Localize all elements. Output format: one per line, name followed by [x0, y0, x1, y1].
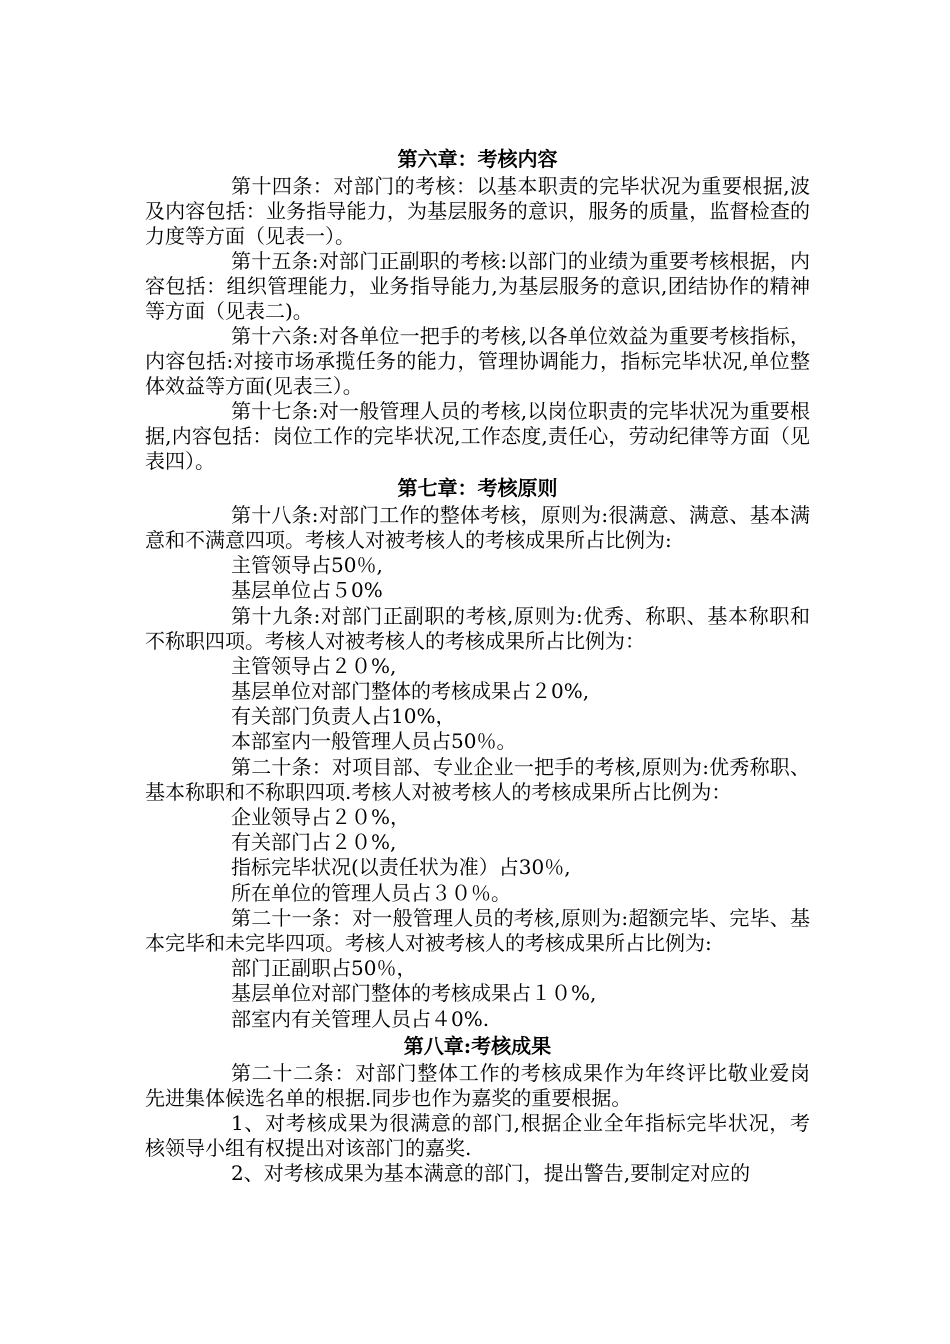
article-20: 第二十条：对项目部、专业企业一把手的考核,原则为:优秀称职、基本称职和不称职四项.考核人对被考核人的考核成果所占比例为： [145, 754, 810, 804]
article-19: 第十九条:对部门正副职的考核,原则为:优秀、称职、基本称职和不称职四项。考核人对被考核人的考核成果所占比例为： [145, 603, 810, 653]
article-18-item: 主管领导占50％, [231, 553, 383, 577]
article-21-item: 部门正副职占50％， [231, 955, 417, 980]
article-20-item: 有关部门占２０%, [231, 830, 397, 855]
article-21: 第二十一条：对一般管理人员的考核,原则为:超额完毕、完毕、基本完毕和未完毕四项。考核人对被考核人的考核成果所占比例为: [145, 905, 810, 955]
article-21-item: 基层单位对部门整体的考核成果占１０%, [231, 981, 597, 1006]
chapter-8-heading: 第八章:考核成果 [403, 1033, 552, 1058]
article-19-item: 有关部门负责人占10%， [231, 704, 456, 729]
article-22-point-1: 1、对考核成果为很满意的部门,根据企业全年指标完毕状况，考核领导小组有权提出对该部门的嘉奖. [145, 1110, 810, 1160]
article-19-item: 主管领导占２０%, [231, 653, 397, 678]
article-18: 第十八条:对部门工作的整体考核，原则为:很满意、满意、基本满意和不满意四项。考核人对被考核人的考核成果所占比例为: [145, 503, 810, 552]
article-16: 第十六条:对各单位一把手的考核,以各单位效益为重要考核指标，内容包括:对接市场承揽任务的能力，管理协调能力，指标完毕状况,单位整体效益等方面(见表三）。 [145, 324, 810, 398]
article-14: 第十四条：对部门的考核：以基本职责的完毕状况为重要根据,波及内容包括：业务指导能力，为基层服务的意识，服务的质量，监督检查的力度等方面（见表一）。 [145, 174, 810, 248]
article-22: 第二十二条：对部门整体工作的考核成果作为年终评比敬业爱岗先进集体候选名单的根据.同步也作为嘉奖的重要根据。 [145, 1060, 810, 1110]
chapter-6-heading: 第六章：考核内容 [397, 147, 558, 171]
article-15: 第十五条:对部门正副职的考核:以部门的业绩为重要考核根据，内容包括：组织管理能力，业务指导能力,为基层服务的意识,团结协作的精神等方面（见表二)。 [145, 249, 810, 323]
article-20-item: 所在单位的管理人员占３０％。 [231, 880, 511, 905]
article-19-item: 基层单位对部门整体的考核成果占２0%, [231, 678, 590, 703]
article-19-item: 本部室内一般管理人员占50％。 [231, 729, 517, 754]
article-21-item: 部室内有关管理人员占４0%. [231, 1006, 490, 1031]
article-20-item: 指标完毕状况(以责任状为准）占30％, [231, 855, 571, 880]
chapter-7-heading: 第七章：考核原则 [397, 476, 558, 500]
document-page [145, 145, 810, 1186]
article-22-point-2: 2、对考核成果为基本满意的部门，提出警告,要制定对应的 [231, 1160, 751, 1185]
article-17: 第十七条:对一般管理人员的考核,以岗位职责的完毕状况为重要根据,内容包括：岗位工作的完毕状况,工作态度,责任心，劳动纪律等方面（见表四）。 [145, 399, 810, 473]
article-18-item: 基层单位占５0% [231, 578, 383, 603]
article-20-item: 企业领导占２０%， [231, 804, 411, 829]
